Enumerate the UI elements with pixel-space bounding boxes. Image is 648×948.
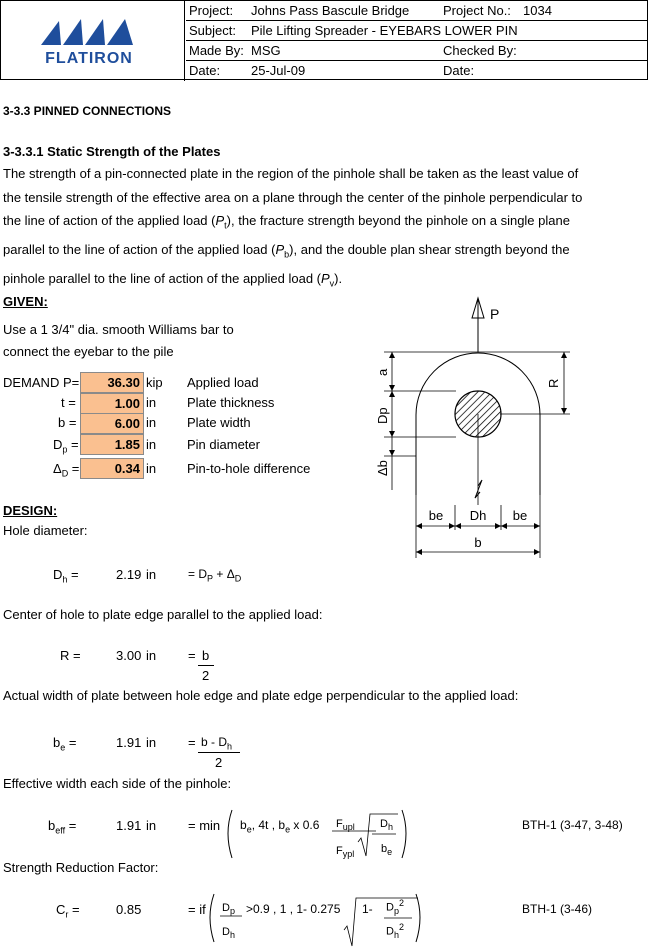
cr-one: 1- [362, 902, 373, 916]
figure-r-label: R [546, 378, 561, 388]
beff-fu: $F_{upl}$ [336, 818, 355, 833]
dh-value: 2.19 [116, 567, 142, 582]
t-desc: Plate thickness [187, 395, 275, 410]
t-unit: in [146, 395, 157, 410]
eyebar-figure [360, 290, 590, 565]
figure-be-right: be [512, 508, 528, 523]
project-no-label: Project No.: [443, 3, 511, 18]
delta-desc: Pin-to-hole difference [187, 461, 311, 476]
header-row-subject [186, 21, 648, 41]
para-line-4: parallel to the line of action of the applied load $(P_b)$, and the double plan shear strength beyond the [3, 242, 570, 260]
cr-dp2: $D_p^2$ [386, 898, 404, 916]
project-no-value: 1034 [523, 3, 552, 18]
given-desc-1: Use a 1 3/4" dia. smooth Williams bar to [3, 322, 234, 337]
figure-dp-label: Dp [375, 407, 390, 424]
figure-be-left: be [428, 508, 444, 523]
cr-dh: $D_h$ [222, 926, 235, 941]
cr-mid: >0.9 , 1 , 1- 0.275 [246, 902, 341, 916]
cr-formula: = if [188, 902, 206, 917]
checked-by-label: Checked By: [443, 43, 517, 58]
r-unit: in [146, 648, 157, 663]
b-unit: in [146, 415, 157, 430]
project-label: Project: [189, 3, 234, 18]
section-title: 3-3.3 PINNED CONNECTIONS [3, 104, 172, 118]
hole-desc: Hole diameter: [3, 523, 88, 538]
cr-dp: $D_p$ [222, 902, 235, 917]
delta-unit: in [146, 461, 157, 476]
para-line-5: pinhole parallel to the line of action of the applied load $(P_v)$. [3, 271, 343, 289]
project-value: Johns Pass Bascule Bridge [251, 3, 410, 18]
company-logo [1, 1, 185, 81]
figure-delta-label: Δb [375, 460, 390, 476]
subject-value: Pile Lifting Spreader - EYEBARS LOWER PIN [251, 23, 518, 38]
made-by-value: MSG [251, 43, 281, 58]
date-label: Date: [189, 63, 221, 78]
be-feq: = [188, 735, 196, 750]
beff-formula: = min [188, 818, 221, 833]
t-label: t = [61, 395, 76, 410]
given-desc-2: connect the eyebar to the pile [3, 344, 174, 359]
srf-desc: Strength Reduction Factor: [3, 860, 159, 875]
demand-unit: kip [146, 375, 163, 390]
dp-input[interactable]: 1.85 [80, 434, 144, 455]
logo-text: FLATIRON [45, 50, 133, 67]
para-line-1: The strength of a pin-connected plate in the region of the pinhole shall be taken as the least value of [3, 166, 579, 181]
cr-lhs: $C_r$ = [56, 902, 80, 920]
be-unit: in [146, 735, 157, 750]
figure-b-label: b [474, 535, 482, 550]
header-row-date [186, 61, 648, 81]
delta-input[interactable]: 0.34 [80, 458, 144, 479]
cr-value: 0.85 [116, 902, 142, 917]
b-desc: Plate width [187, 415, 251, 430]
date-value: 25-Jul-09 [251, 63, 306, 78]
title-block [0, 0, 648, 80]
dh-unit: in [146, 567, 157, 582]
design-heading: DESIGN: [3, 503, 58, 518]
subject-label: Subject: [189, 23, 236, 38]
dh-formula: = $D_P + \Delta_D$ [188, 567, 242, 584]
beff-dh: $D_h$ [380, 818, 393, 833]
dp-desc: Pin diameter [187, 437, 260, 452]
para-line-2: the tensile strength of the effective area on a plane through the center of the pinhole perpendicular to [3, 189, 583, 205]
given-heading: GIVEN: [3, 294, 48, 309]
b-label: b = [58, 415, 77, 430]
cr-dh2: $D_h^2$ [386, 922, 404, 940]
made-by-label: Made By: [189, 43, 244, 58]
beff-inner: $b_e$, 4t , $b_e$ x 0.6 [240, 818, 320, 835]
para-line-3: the line of action of the applied load $(P_t)$, the fracture strength beyond the pinhole on a single plane [3, 213, 570, 231]
t-input[interactable]: 1.00 [80, 393, 144, 414]
center-desc: Center of hole to plate edge parallel to the applied load: [3, 607, 323, 622]
beff-unit: in [146, 818, 157, 833]
r-den: 2 [202, 668, 210, 683]
r-value: 3.00 [116, 648, 142, 663]
intro-paragraph [3, 162, 582, 296]
header-row-project [186, 1, 648, 21]
beff-ref: BTH-1 (3-47, 3-48) [522, 818, 623, 832]
date2-label: Date: [443, 63, 475, 78]
beff-value: 1.91 [116, 818, 142, 833]
subsection-title: 3-3.3.1 Static Strength of the Plates [3, 144, 221, 159]
r-lhs: R = [60, 648, 81, 663]
dp-unit: in [146, 437, 157, 452]
figure-a-label: a [375, 368, 390, 376]
b-input[interactable]: 6.00 [80, 413, 144, 434]
eff-desc: Effective width each side of the pinhole: [3, 776, 232, 791]
beff-fy: $F_{ypl}$ [336, 845, 355, 860]
demand-label: DEMAND P= [3, 375, 80, 390]
be-den: 2 [215, 755, 223, 770]
r-num: b [202, 648, 210, 663]
flatiron-logo-icon [1, 1, 185, 81]
be-value: 1.91 [116, 735, 142, 750]
r-frac-line [198, 665, 214, 666]
r-eq: = [188, 648, 196, 663]
be-num: b - $D_h$ [201, 735, 233, 752]
be-frac-line [198, 752, 240, 753]
dh-lhs: $D_h$ = [53, 567, 79, 585]
figure-p-label: P [490, 306, 500, 322]
delta-label: $\Delta_D$ = [53, 461, 80, 479]
actual-desc: Actual width of plate between hole edge and plate edge perpendicular to the applied load: [3, 688, 519, 703]
demand-input[interactable]: 36.30 [80, 372, 144, 393]
header-row-madeby [186, 41, 648, 61]
cr-ref: BTH-1 (3-46) [522, 902, 593, 916]
figure-dh-label: Dh [469, 508, 487, 523]
beff-be: $b_e$ [381, 843, 393, 858]
beff-lhs: $b_{eff}$ = [48, 818, 77, 836]
demand-desc: Applied load [187, 375, 259, 390]
be-lhs: $b_e$ = [53, 735, 77, 753]
dp-label: $D_p$ = [53, 437, 79, 455]
